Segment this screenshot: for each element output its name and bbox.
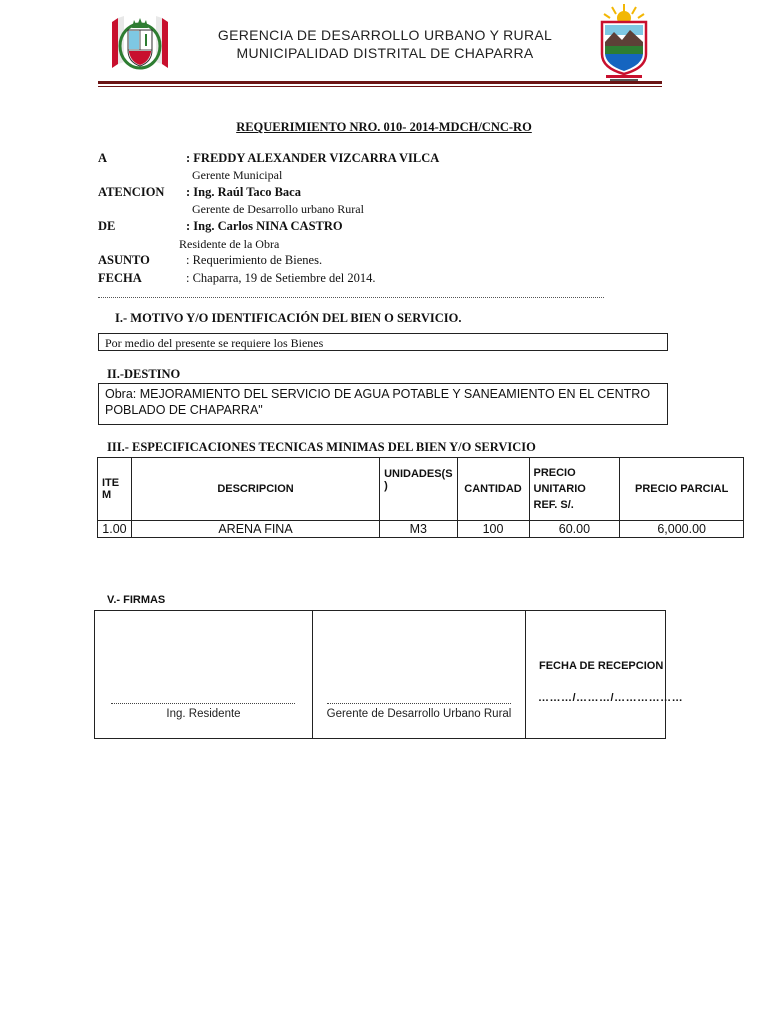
table-row xyxy=(98,521,744,538)
field-fecha-label: FECHA xyxy=(98,271,142,285)
column-header-item-line2: M xyxy=(102,489,112,501)
section-destino-line1: Obra: MEJORAMIENTO DEL SERVICIO DE AGUA POTABLE Y SANEAMIENTO EN EL CENTRO xyxy=(105,387,651,401)
cell-precio-unitario: 60.00 xyxy=(529,521,620,538)
cell-item: 1.00 xyxy=(98,521,132,538)
section-destino-title: II.-DESTINO xyxy=(107,367,181,381)
column-header-unidades-line2: ) xyxy=(384,480,388,492)
column-header-precio-unitario xyxy=(529,458,620,521)
header-agency-name: GERENCIA DE DESARROLLO URBANO Y RURAL xyxy=(217,27,553,43)
section-destino-box xyxy=(98,383,668,425)
field-atencion-label: ATENCION xyxy=(98,185,165,199)
column-header-precio-unitario-line1: PRECIO xyxy=(533,467,576,479)
fecha-recepcion-value: ………/………/……………… xyxy=(538,692,684,704)
column-header-precio-unitario-line2: UNITARIO xyxy=(533,483,586,495)
field-de-label: DE xyxy=(98,219,116,233)
peru-coat-of-arms-icon xyxy=(108,8,172,74)
document-title: REQUERIMIENTO NRO. 010- 2014-MDCH/CNC-RO xyxy=(236,120,532,134)
field-atencion-value: : Ing. Raúl Taco Baca xyxy=(186,185,301,199)
cell-descripcion: ARENA FINA xyxy=(131,521,379,538)
signature-line-gerente xyxy=(327,703,511,704)
field-a-subtitle: Gerente Municipal xyxy=(192,168,283,182)
column-header-precio-unitario-line3: REF. S/. xyxy=(533,499,574,511)
signatures-box xyxy=(94,610,684,739)
header-municipality-name: MUNICIPALIDAD DISTRITAL DE CHAPARRA xyxy=(236,45,534,61)
field-fecha-value: : Chaparra, 19 de Setiembre del 2014. xyxy=(186,271,376,285)
field-de-subtitle: Residente de la Obra xyxy=(179,237,280,251)
column-header-precio-parcial: PRECIO PARCIAL xyxy=(620,458,744,521)
cell-unidades: M3 xyxy=(380,521,457,538)
header-rule xyxy=(98,81,662,84)
header-rule-thin xyxy=(98,86,662,87)
municipal-seal-icon xyxy=(596,2,652,84)
field-a-value: : FREDDY ALEXANDER VIZCARRA VILCA xyxy=(186,151,440,165)
field-asunto-label: ASUNTO xyxy=(98,253,150,267)
column-header-unidades-line1: UNIDADES(S xyxy=(384,468,453,480)
signature-label-residente: Ing. Residente xyxy=(166,708,241,720)
column-header-unidades xyxy=(380,458,457,521)
column-header-descripcion: DESCRIPCION xyxy=(131,458,379,521)
section-destino-line2: POBLADO DE CHAPARRA" xyxy=(105,403,263,417)
section-motivo-box xyxy=(98,333,668,351)
field-atencion-subtitle: Gerente de Desarrollo urbano Rural xyxy=(192,202,364,216)
signature-label-gerente: Gerente de Desarrollo Urbano Rural xyxy=(326,708,512,720)
signature-divider xyxy=(525,611,526,738)
field-a-label: A xyxy=(98,151,108,165)
signature-line-residente xyxy=(111,703,295,704)
field-asunto-value: : Requerimiento de Bienes. xyxy=(186,253,323,267)
table-header-row xyxy=(98,458,744,521)
column-header-cantidad: CANTIDAD xyxy=(457,458,529,521)
section-especificaciones-title: III.- ESPECIFICACIONES TECNICAS MINIMAS DEL BIEN Y/O SERVICIO xyxy=(107,440,536,454)
cell-cantidad: 100 xyxy=(457,521,529,538)
column-header-item xyxy=(98,458,132,521)
section-motivo-text: Por medio del presente se requiere los Bienes xyxy=(105,336,324,350)
cell-precio-parcial: 6,000.00 xyxy=(620,521,744,538)
section-motivo-title: I.- MOTIVO Y/O IDENTIFICACIÓN DEL BIEN O SERVICIO. xyxy=(115,311,462,325)
fecha-recepcion-label: FECHA DE RECEPCION xyxy=(539,660,664,672)
dotted-separator xyxy=(98,297,604,298)
specifications-table xyxy=(97,457,744,538)
column-header-item-line1: ITE xyxy=(102,477,120,489)
section-firmas-title: V.- FIRMAS xyxy=(107,594,166,606)
field-de-value: : Ing. Carlos NINA CASTRO xyxy=(186,219,343,233)
